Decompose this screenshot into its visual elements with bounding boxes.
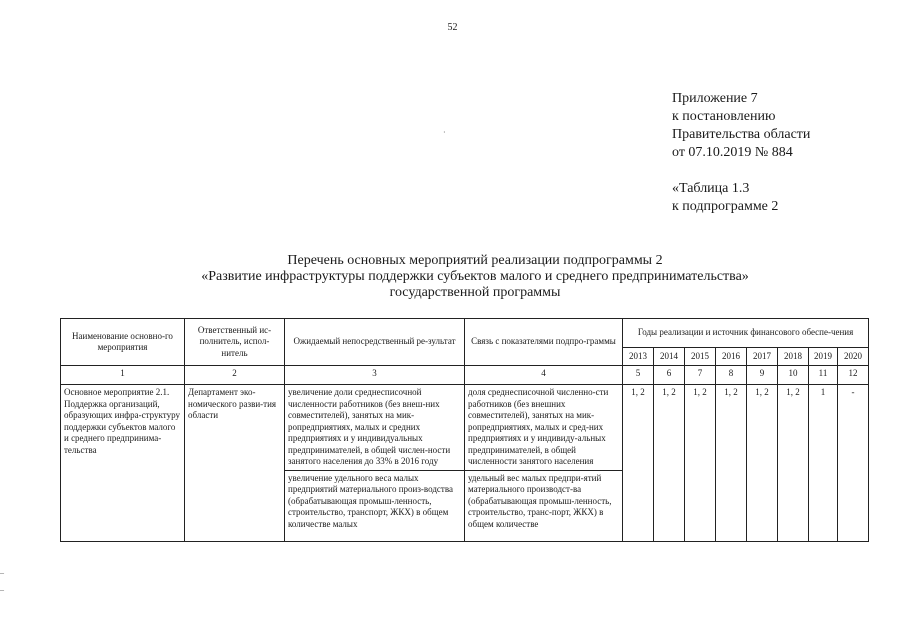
- year-value-cell: -: [838, 385, 869, 542]
- header-year: 2017: [747, 348, 778, 366]
- title-line: государственной программы: [389, 285, 561, 300]
- column-index: 3: [285, 366, 465, 385]
- appendix-line: Приложение 7: [672, 91, 758, 106]
- year-value-cell: 1, 2: [685, 385, 716, 542]
- indicator-cell: удельный вес малых предпри-ятий материального производст-ва (обрабатывающая промыш-ленность, строительство, транс-порт, ЖКХ) в общем количестве: [465, 470, 623, 541]
- event-description: Поддержка организаций, образующих инфра-структуру поддержки субъектов малого и среднего предпринима-тельства: [64, 398, 180, 455]
- header-year: 2014: [654, 348, 685, 366]
- column-index: 11: [809, 366, 838, 385]
- appendix-line: от 07.10.2019 № 884: [672, 145, 793, 160]
- header-years-funding: Годы реализации и источник финансового обеспе-чения: [623, 319, 869, 348]
- header-year: 2020: [838, 348, 869, 366]
- header-year: 2016: [716, 348, 747, 366]
- column-index: 2: [185, 366, 285, 385]
- header-indicators: Связь с показателями подпро-граммы: [465, 319, 623, 366]
- header-year: 2015: [685, 348, 716, 366]
- year-value-cell: 1, 2: [623, 385, 654, 542]
- year-value-cell: 1, 2: [654, 385, 685, 542]
- table-row: [61, 385, 869, 471]
- appendix-line: к постановлению: [672, 109, 776, 124]
- column-index: 1: [61, 366, 185, 385]
- year-value-cell: 1, 2: [778, 385, 809, 542]
- column-index: 8: [716, 366, 747, 385]
- title-line: «Развитие инфраструктуры поддержки субъектов малого и среднего предпринимательства»: [201, 269, 749, 284]
- page-number: 52: [447, 22, 458, 33]
- scan-speck: –: [0, 585, 4, 594]
- column-index: 5: [623, 366, 654, 385]
- table-ref-line: к подпрограмме 2: [672, 199, 779, 214]
- header-year: 2019: [809, 348, 838, 366]
- event-number: Основное мероприятие 2.1.: [64, 387, 170, 397]
- scan-speck: –: [0, 568, 4, 577]
- year-value-cell: 1, 2: [716, 385, 747, 542]
- column-index: 6: [654, 366, 685, 385]
- expected-result-cell: увеличение доли среднесписочной численности работников (без внеш-них совместителей), занятых на мик-ропредприятиях, малых и средних предприятиях и у индивидуальных предпринимателей, в общей числен-ности занятого населения до 33% в 2016 году: [285, 385, 465, 471]
- column-index: 10: [778, 366, 809, 385]
- event-name-cell: [61, 385, 185, 542]
- year-value-cell: 1: [809, 385, 838, 542]
- table-reference: [672, 180, 778, 216]
- appendix-line: Правительства области: [672, 127, 811, 142]
- header-executor: Ответственный ис-полнитель, испол-нитель: [185, 319, 285, 366]
- title-line: Перечень основных мероприятий реализации подпрограммы 2: [287, 253, 663, 268]
- column-index: 12: [838, 366, 869, 385]
- table-ref-line: «Таблица 1.3: [672, 181, 750, 196]
- header-event-name: Наименование основно-го мероприятия: [61, 319, 185, 366]
- column-index: 7: [685, 366, 716, 385]
- expected-result-cell: увеличение удельного веса малых предприятий материального произ-водства (обрабатывающая промыш-ленность, строительство, транспорт, ЖКХ) в общем количестве малых: [285, 470, 465, 541]
- header-expected-result: Ожидаемый непосредственный ре-зультат: [285, 319, 465, 366]
- year-value-cell: 1, 2: [747, 385, 778, 542]
- executor-cell: Департамент эко-номического разви-тия области: [185, 385, 285, 542]
- header-year: 2013: [623, 348, 654, 366]
- column-index: 9: [747, 366, 778, 385]
- appendix-block: [672, 90, 810, 162]
- indicator-cell: доля среднесписочной численно-сти работников (без внешних совместителей), занятых на мик-ропредприятиях, малых и сред-них предприятиях и у индивиду-альных предпринимателей, в общей численности занятого населения: [465, 385, 623, 471]
- events-table: [60, 318, 869, 542]
- header-year: 2018: [778, 348, 809, 366]
- column-index: 4: [465, 366, 623, 385]
- document-title: [60, 253, 890, 301]
- scan-speck: ·: [443, 128, 446, 137]
- page-bottom-margin: [60, 592, 870, 640]
